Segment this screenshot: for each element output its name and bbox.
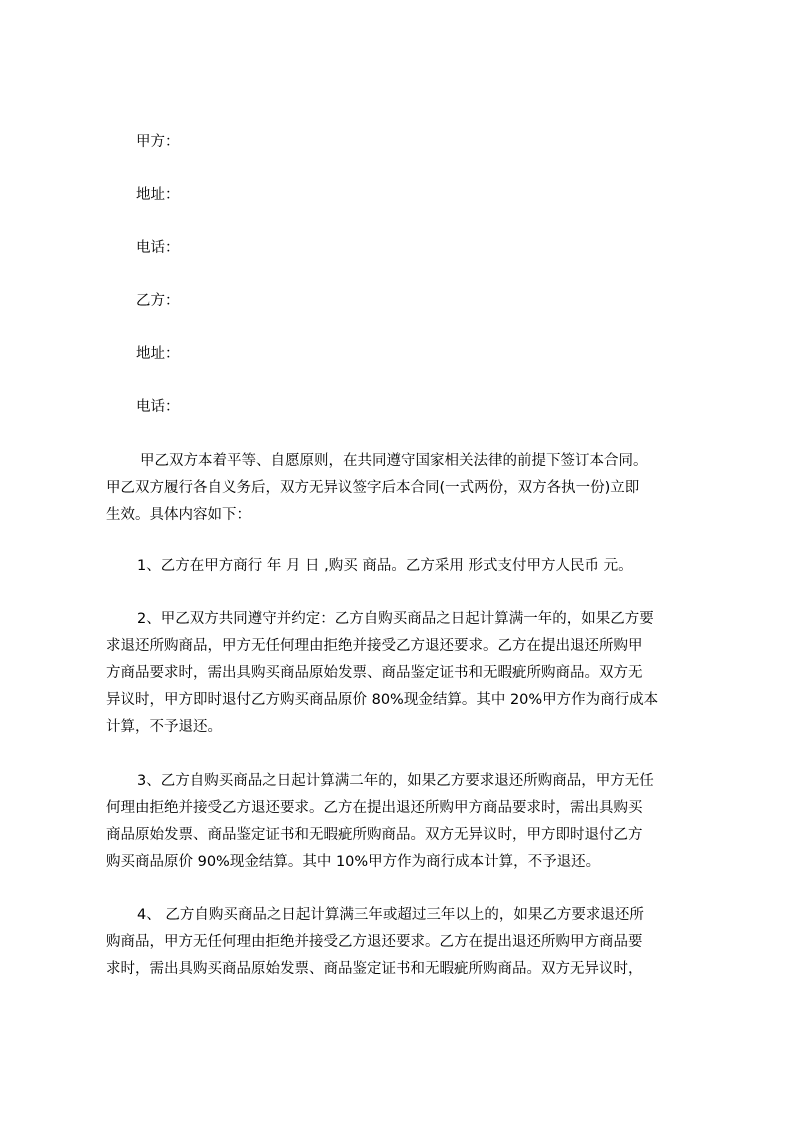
preamble-line-2: 甲乙双方履行各自义务后，双方无异议签字后本合同(一式两份，双方各执一份)立即 [106, 480, 640, 496]
party-a-phone-label: 电话： [136, 240, 180, 256]
clause-1-line-1: 1、乙方在甲方商行 年 月 日 ,购买 商品。乙方采用 形式支付甲方人民币 元。 [137, 558, 633, 574]
clause-3-line-1: 3、乙方自购买商品之日起计算满二年的，如果乙方要求退还所购商品，甲方无任 [137, 773, 654, 789]
clause-4-line-1: 4、 乙方自购买商品之日起计算满三年或超过三年以上的，如果乙方要求退还所 [137, 907, 644, 923]
clause-3-line-3: 商品原始发票、商品鉴定证书和无暇疵所购商品。双方无异议时，甲方即时退付乙方 [106, 827, 643, 843]
clause-2-line-2: 求退还所购商品，甲方无任何理由拒绝并接受乙方退还要求。乙方在提出退还所购甲 [106, 638, 643, 654]
clause-2-line-1: 2、甲乙双方共同遵守并约定：乙方自购买商品之日起计算满一年的，如果乙方要 [137, 611, 654, 627]
clause-3-line-4: 购买商品原价 90%现金结算。其中 10%甲方作为商行成本计算，不予退还。 [106, 854, 601, 870]
clause-2-line-4: 异议时，甲方即时退付乙方购买商品原价 80%现金结算。其中 20%甲方作为商行成本 [106, 692, 659, 708]
clause-4-line-3: 求时，需出具购买商品原始发票、商品鉴定证书和无暇疵所购商品。双方无异议时， [106, 961, 643, 977]
clause-2-line-5: 计算，不予退还。 [106, 719, 222, 735]
clause-3-line-2: 何理由拒绝并接受乙方退还要求。乙方在提出退还所购甲方商品要求时，需出具购买 [106, 800, 643, 816]
preamble-line-3: 生效。具体内容如下： [106, 507, 251, 523]
party-a-address-label: 地址： [136, 187, 180, 203]
clause-2-line-3: 方商品要求时，需出具购买商品原始发票、商品鉴定证书和无暇疵所购商品。双方无 [106, 665, 643, 681]
preamble-line-1: 甲乙双方本着平等、自愿原则，在共同遵守国家相关法律的前提下签订本合同。 [140, 453, 648, 469]
party-b-address-label: 地址： [136, 346, 180, 362]
party-a-label: 甲方： [136, 134, 180, 150]
clause-4-line-2: 购商品，甲方无任何理由拒绝并接受乙方退还要求。乙方在提出退还所购甲方商品要 [106, 934, 643, 950]
party-b-label: 乙方： [136, 293, 180, 309]
party-b-phone-label: 电话： [136, 399, 180, 415]
